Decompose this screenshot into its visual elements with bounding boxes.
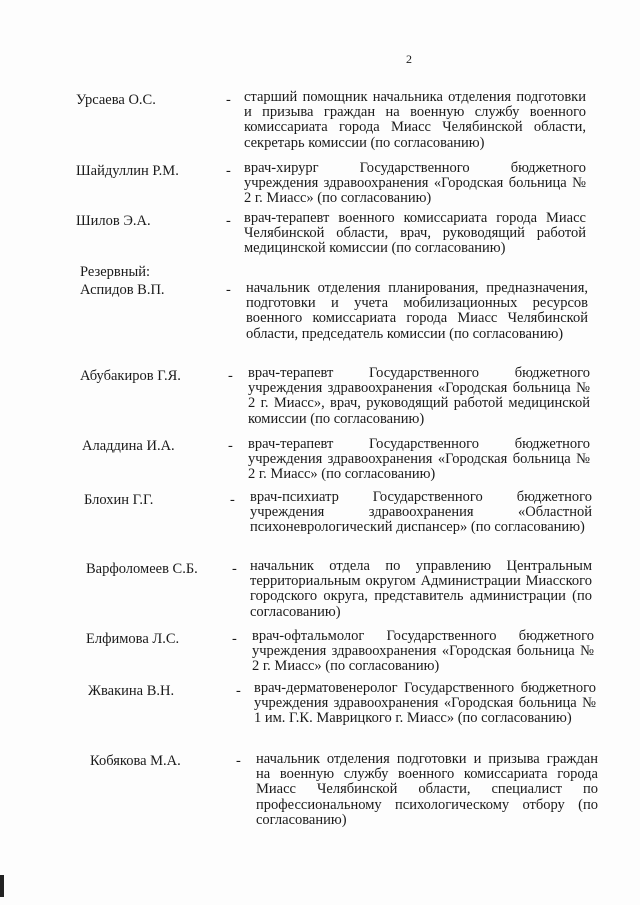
person-name: Варфоломеев С.Б. xyxy=(86,561,198,577)
person-name: Аспидов В.П. xyxy=(80,282,165,298)
person-name: Шилов Э.А. xyxy=(76,213,151,229)
person-name: Кобякова М.А. xyxy=(90,753,181,769)
dash-separator: - xyxy=(232,631,237,647)
dash-separator: - xyxy=(226,213,231,229)
person-role: начальник отдела по управлению Центральным территориальным округом Администрации Миасского городского округа, представитель администрации (по согласованию) xyxy=(250,558,592,620)
scan-edge-mark xyxy=(0,875,4,897)
person-role: врач-офтальмолог Государственного бюджетного учреждения здравоохранения «Городская больница № 2 г. Миасс» (по согласованию) xyxy=(252,628,594,675)
dash-separator: - xyxy=(226,163,231,179)
person-role: врач-дерматовенеролог Государственного бюджетного учреждения здравоохранения «Городская больница № 1 им. Г.К. Маврицкого г. Миасс» (по согласованию) xyxy=(254,680,596,727)
person-name: Аладдина И.А. xyxy=(82,438,175,454)
dash-separator: - xyxy=(230,492,235,508)
dash-separator: - xyxy=(232,561,237,577)
person-role: врач-терапевт Государственного бюджетного учреждения здравоохранения «Городская больница № 2 г. Миасс», врач, руководящий работой медицинской комиссии (по согласованию) xyxy=(248,365,590,427)
dash-separator: - xyxy=(226,282,231,298)
dash-separator: - xyxy=(228,438,233,454)
person-name: Блохин Г.Г. xyxy=(84,492,154,508)
person-role: врач-терапевт Государственного бюджетного учреждения здравоохранения «Городская больница № 2 г. Миасс» (по согласованию) xyxy=(248,436,590,483)
reserve-section-label: Резервный: xyxy=(80,264,151,280)
person-name: Абубакиров Г.Я. xyxy=(80,368,181,384)
dash-separator: - xyxy=(228,368,233,384)
dash-separator: - xyxy=(236,753,241,769)
dash-separator: - xyxy=(236,683,241,699)
page-number: 2 xyxy=(406,52,412,66)
person-name: Жвакина В.Н. xyxy=(88,683,175,699)
dash-separator: - xyxy=(226,92,231,108)
person-name: Урсаева О.С. xyxy=(76,92,156,108)
person-role: старший помощник начальника отделения подготовки и призыва граждан на военную службу военного комиссариата города Миасс Челябинской области, секретарь комиссии (по согласованию) xyxy=(244,89,586,151)
person-role: начальник отделения планирования, предназначения, подготовки и учета мобилизационных ресурсов военного комиссариата города Миасс Челябинской области, председатель комиссии (по согласованию) xyxy=(246,280,588,342)
person-role: врач-хирург Государственного бюджетного учреждения здравоохранения «Городская больница № 2 г. Миасс» (по согласованию) xyxy=(244,160,586,207)
person-role: врач-психиатр Государственного бюджетного учреждения здравоохранения «Областной психоневрологический диспансер» (по согласованию) xyxy=(250,489,592,536)
person-role: врач-терапевт военного комиссариата города Миасс Челябинской области, врач, руководящий работой медицинской комиссии (по согласованию) xyxy=(244,210,586,257)
person-name: Шайдуллин Р.М. xyxy=(76,163,179,179)
person-name: Елфимова Л.С. xyxy=(86,631,180,647)
person-role: начальник отделения подготовки и призыва граждан на военную службу военного комиссариата города Миасс Челябинской области, специалист по профессиональному психологическому отбору (по согласованию) xyxy=(256,751,598,828)
